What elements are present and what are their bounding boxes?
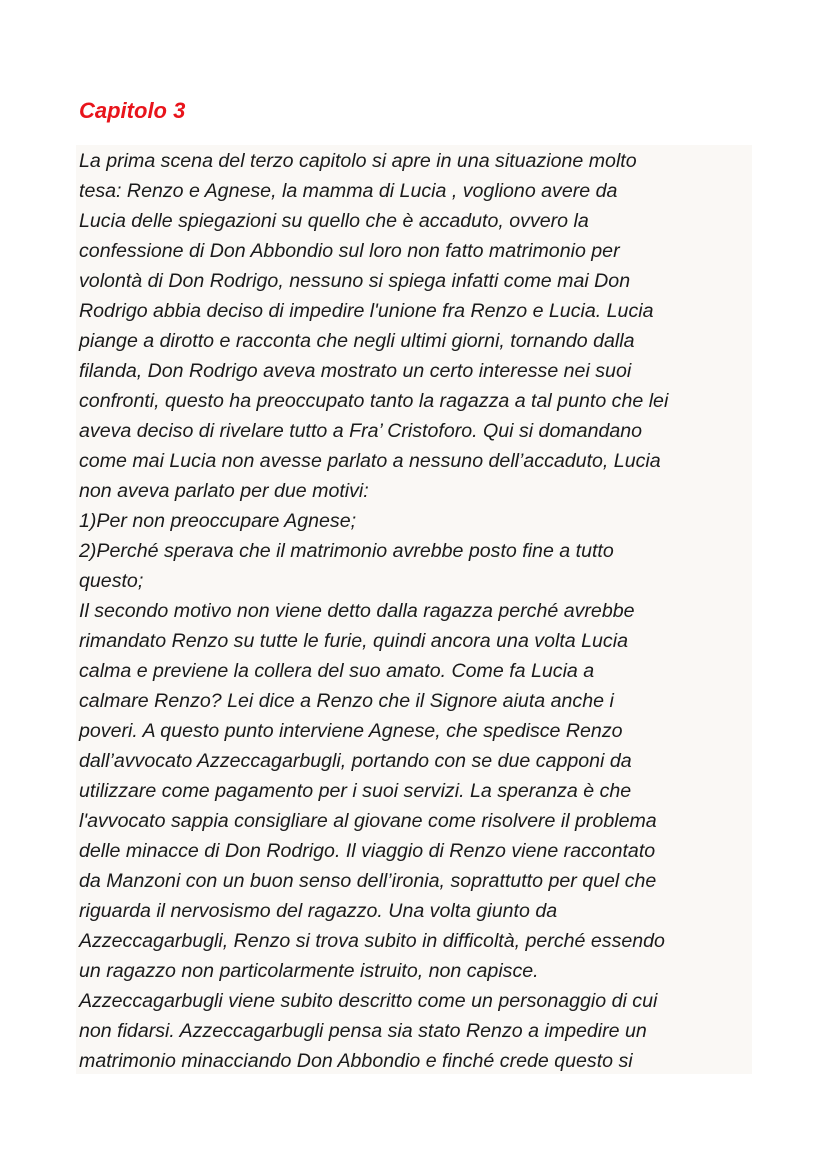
text-line: non aveva parlato per due motivi:	[79, 480, 369, 502]
text-line: matrimonio minacciando Don Abbondio e finché crede questo si	[79, 1050, 633, 1072]
text-line: filanda, Don Rodrigo aveva mostrato un certo interesse nei suoi	[79, 360, 632, 382]
text-line: volontà di Don Rodrigo, nessuno si spiega infatti come mai Don	[79, 270, 631, 292]
text-line: piange a dirotto e racconta che negli ultimi giorni, tornando dalla	[79, 330, 635, 352]
text-line: da Manzoni con un buon senso dell’ironia, soprattutto per quel che	[79, 870, 657, 892]
text-line: dall’avvocato Azzeccagarbugli, portando con se due capponi da	[79, 750, 632, 772]
text-line: Rodrigo abbia deciso di impedire l'unione fra Renzo e Lucia. Lucia	[79, 300, 654, 322]
text-line: Lucia delle spiegazioni su quello che è accaduto, ovvero la	[79, 210, 589, 232]
text-line: utilizzare come pagamento per i suoi servizi. La speranza è che	[79, 780, 632, 802]
text-line: non fidarsi. Azzeccagarbugli pensa sia stato Renzo a impedire un	[79, 1020, 647, 1042]
text-line: confronti, questo ha preoccupato tanto la ragazza a tal punto che lei	[79, 390, 669, 412]
text-line: un ragazzo non particolarmente istruito, non capisce.	[79, 960, 539, 982]
text-line: aveva deciso di rivelare tutto a Fra’ Cristoforo. Qui si domandano	[79, 420, 643, 442]
list-item: questo;	[79, 570, 144, 592]
list-item: 1)Per non preoccupare Agnese;	[79, 510, 357, 532]
text-line: l'avvocato sappia consigliare al giovane come risolvere il problema	[79, 810, 657, 832]
text-line: Il secondo motivo non viene detto dalla ragazza perché avrebbe	[79, 600, 635, 622]
text-line: calma e previene la collera del suo amato. Come fa Lucia a	[79, 660, 595, 682]
text-line: come mai Lucia non avesse parlato a nessuno dell’accaduto, Lucia	[79, 450, 661, 472]
text-line: rimandato Renzo su tutte le furie, quindi ancora una volta Lucia	[79, 630, 628, 652]
list-item: 2)Perché sperava che il matrimonio avrebbe posto fine a tutto	[79, 540, 614, 562]
text-line: Azzeccagarbugli, Renzo si trova subito in difficoltà, perché essendo	[79, 930, 665, 952]
text-line: Azzeccagarbugli viene subito descritto come un personaggio di cui	[79, 990, 658, 1012]
text-body-panel	[76, 145, 752, 1074]
text-line: poveri. A questo punto interviene Agnese, che spedisce Renzo	[79, 720, 623, 742]
text-line: La prima scena del terzo capitolo si apre in una situazione molto	[79, 150, 637, 172]
text-line: calmare Renzo? Lei dice a Renzo che il Signore aiuta anche i	[79, 690, 614, 712]
text-line: delle minacce di Don Rodrigo. Il viaggio di Renzo viene raccontato	[79, 840, 656, 862]
chapter-title: Capitolo 3	[79, 98, 186, 123]
text-line: confessione di Don Abbondio sul loro non fatto matrimonio per	[79, 240, 620, 262]
text-line: riguarda il nervosismo del ragazzo. Una volta giunto da	[79, 900, 558, 922]
text-line: tesa: Renzo e Agnese, la mamma di Lucia , vogliono avere da	[79, 180, 618, 202]
